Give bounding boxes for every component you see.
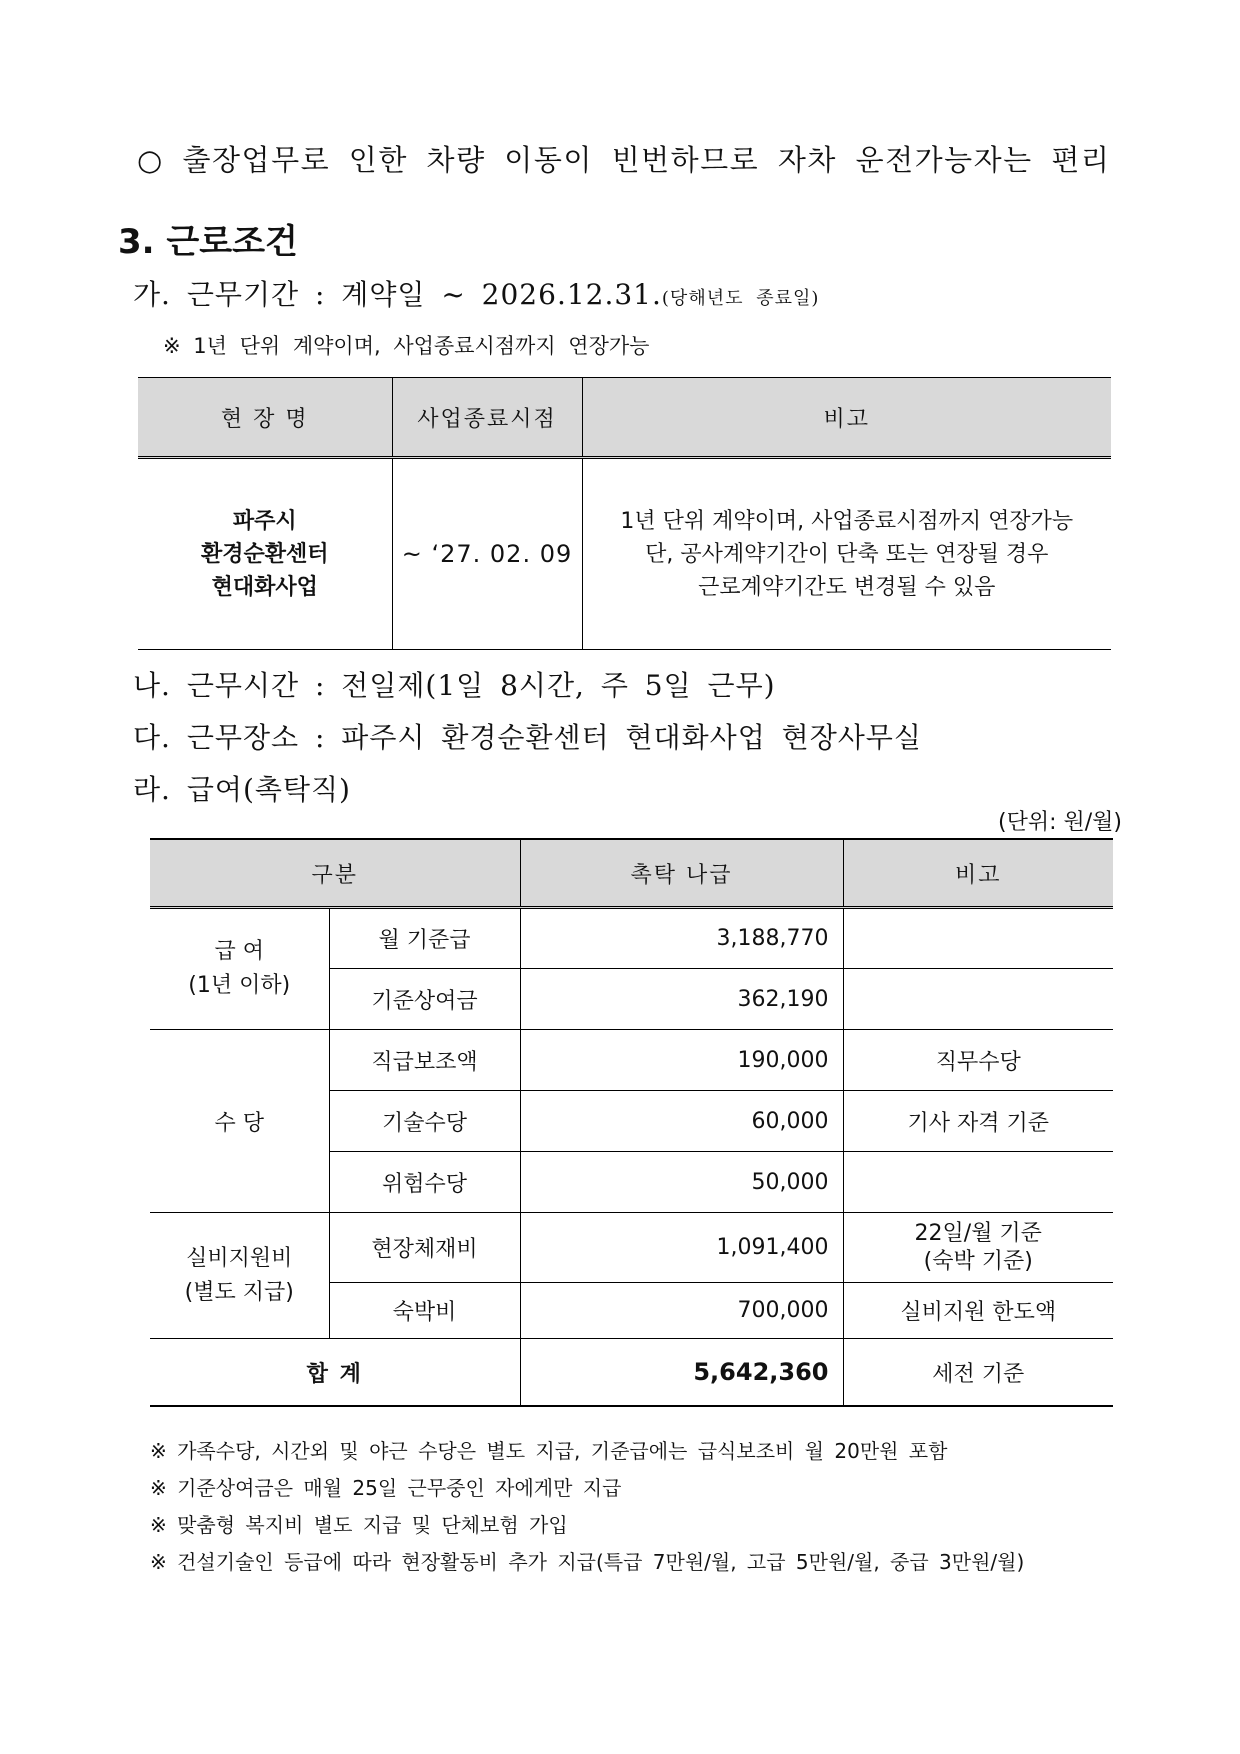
group-allowance: 수 당 (150, 1030, 329, 1213)
total-amount: 5,642,360 (520, 1339, 843, 1407)
site-name-cell (138, 458, 392, 650)
header-remark: 비고 (582, 378, 1111, 458)
site-name-line: 환경순환센터 (200, 541, 329, 567)
remark-cell (843, 1152, 1113, 1213)
salary-table (150, 838, 1113, 1407)
remark-line: 22일/월 기준 (914, 1220, 1042, 1246)
group-pay-line2: (1년 이하) (188, 973, 291, 998)
group-pay-line1: 급 여 (214, 939, 264, 964)
remark-line: 단, 공사계약기간이 단축 또는 연장될 경우 (645, 541, 1049, 567)
total-remark: 세전 기준 (843, 1339, 1113, 1407)
unit-label: (단위: 원/월) (998, 810, 1122, 835)
item-work-place: 다. 근무장소 : 파주시 환경순환센터 현대화사업 현장사무실 (133, 721, 922, 754)
contract-table-row (138, 458, 1111, 650)
remark-cell (843, 908, 1113, 969)
item-cell: 위험수당 (329, 1152, 520, 1213)
item-work-period (133, 273, 819, 313)
amount-cell: 190,000 (520, 1030, 843, 1091)
end-date-cell: ~ ‘27. 02. 09 (392, 458, 582, 650)
remark-cell (843, 969, 1113, 1030)
item-work-period-main: 가. 근무기간 : 계약일 ~ 2026.12.31. (133, 278, 662, 311)
footnote: ※ 가족수당, 시간외 및 야근 수당은 별도 지급, 기준급에는 급식보조비 월 20만원 포함 (150, 1439, 948, 1463)
group-expense-line1: 실비지원비 (186, 1245, 293, 1271)
remark-line: 1년 단위 계약이며, 사업종료시점까지 연장가능 (620, 508, 1074, 534)
item-cell: 기준상여금 (329, 969, 520, 1030)
item-cell: 현장체재비 (329, 1213, 520, 1283)
amount-cell: 362,190 (520, 969, 843, 1030)
footnote: ※ 기준상여금은 매월 25일 근무중인 자에게만 지급 (150, 1476, 622, 1500)
header-site-name: 현 장 명 (138, 378, 392, 458)
section-title: 3. 근로조건 (118, 222, 298, 262)
item-cell: 숙박비 (329, 1283, 520, 1339)
salary-row (150, 908, 1113, 969)
footnote: ※ 맞춤형 복지비 별도 지급 및 단체보험 가입 (150, 1513, 568, 1537)
item-cell: 월 기준급 (329, 908, 520, 969)
remark-cell: 직무수당 (843, 1030, 1113, 1091)
total-label: 합 계 (150, 1339, 520, 1407)
item-cell: 직급보조액 (329, 1030, 520, 1091)
remark-line: (숙박 기준) (923, 1248, 1033, 1274)
site-name-line: 현대화사업 (211, 574, 318, 600)
footnote: ※ 건설기술인 등급에 따라 현장활동비 추가 지급(특급 7만원/월, 고급 5만원/월, 중급 3만원/월) (150, 1550, 1025, 1574)
group-expense (150, 1213, 329, 1339)
remark-cell (582, 458, 1111, 650)
amount-cell: 3,188,770 (520, 908, 843, 969)
contract-period-table (138, 377, 1111, 650)
item-work-period-suffix: (당해년도 종료일) (661, 288, 820, 309)
salary-table-header (150, 839, 1113, 908)
salary-row (150, 1030, 1113, 1091)
header-category: 구분 (150, 839, 520, 908)
amount-cell: 700,000 (520, 1283, 843, 1339)
item-cell: 기술수당 (329, 1091, 520, 1152)
remark-cell: 기사 자격 기준 (843, 1091, 1113, 1152)
contract-table-header (138, 378, 1111, 458)
header-remark: 비고 (843, 839, 1113, 908)
item-work-hours: 나. 근무시간 : 전일제(1일 8시간, 주 5일 근무) (133, 669, 776, 702)
group-pay (150, 908, 329, 1030)
header-grade: 촉탁 나급 (520, 839, 843, 908)
site-name-line: 파주시 (232, 508, 297, 534)
intro-line: ○ 출장업무로 인한 차량 이동이 빈번하므로 자차 운전가능자는 편리 (137, 143, 1111, 177)
header-end-date: 사업종료시점 (392, 378, 582, 458)
amount-cell: 60,000 (520, 1091, 843, 1152)
remark-cell: 실비지원 한도액 (843, 1283, 1113, 1339)
amount-cell: 1,091,400 (520, 1213, 843, 1283)
work-period-note: ※ 1년 단위 계약이며, 사업종료시점까지 연장가능 (163, 334, 650, 358)
total-row (150, 1339, 1113, 1407)
amount-cell: 50,000 (520, 1152, 843, 1213)
remark-cell (843, 1213, 1113, 1283)
remark-line: 근로계약기간도 변경될 수 있음 (698, 574, 996, 600)
salary-row (150, 1213, 1113, 1283)
group-expense-line2: (별도 지급) (184, 1279, 294, 1305)
item-salary: 라. 급여(촉탁직) (133, 773, 351, 806)
